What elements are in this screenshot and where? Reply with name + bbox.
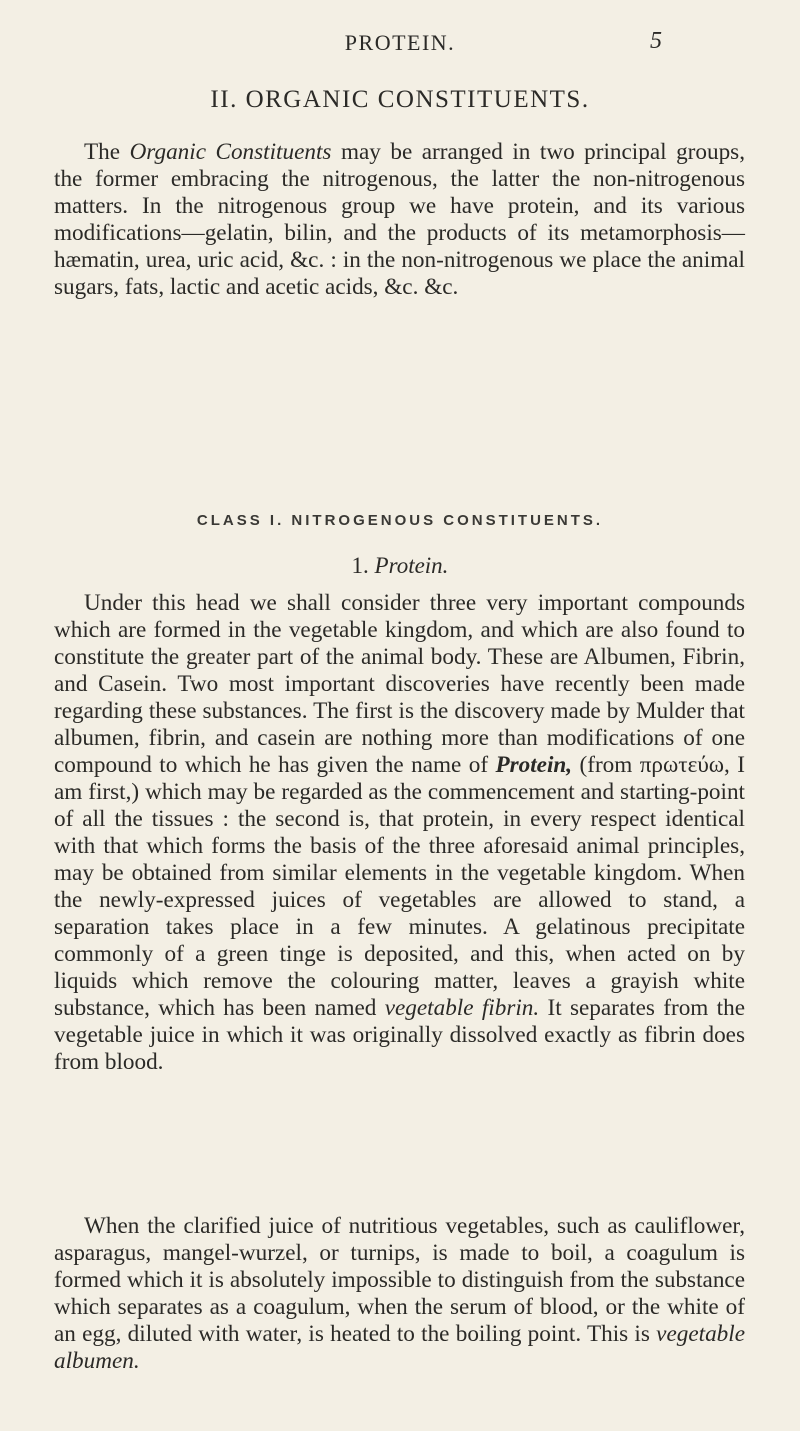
paragraph-organic-constituents xyxy=(54,139,745,301)
italic-term: vegetable albumen. xyxy=(54,1321,745,1374)
text-run: The xyxy=(84,139,130,165)
text-run: (from πρωτεύω, I am first,) which may be regarded as the commencement and starting-point of all the tissues : the second is, that protein, in every respect identical with that which forms the basis of the three aforesaid animal principles, may be obtained from similar elements in the vegetable kingdom. When the newly-expressed juices of vegetables are allowed to stand, a separation takes place in a few minutes. A gelatinous precipitate commonly of a green tinge is deposited, and this, when acted on by liquids which remove the colouring matter, leaves a grayish white substance, which has been named xyxy=(54,752,745,1021)
text-run: When the clarified juice of nutritious vegetables, such as cauliflower, asparagus, mangel-wurzel, or turnips, is made to boil, a coagulum is formed which it is absolutely impossible to distinguish from the substance which separates as a coagulum, when the serum of blood, or the white of an egg, diluted with water, is heated to the boiling point. This is xyxy=(54,1213,745,1347)
section-title: II. ORGANIC CONSTITUENTS. xyxy=(210,86,590,113)
italic-term: vegetable fibrin. xyxy=(384,995,540,1021)
page-number: 5 xyxy=(650,28,662,54)
subheading-protein xyxy=(0,553,800,579)
text-run: It separates from the vegetable juice in which it was originally dissolved exactly as fibrin does from blood. xyxy=(54,995,745,1075)
bold-italic-term: Protein, xyxy=(495,752,573,778)
subheading-number: 1. xyxy=(351,553,375,578)
text-run: may be arranged in two principal groups, the former embracing the nitrogenous, the latter the non-nitrogenous matters. In the nitrogenous group we have protein, and its various modifications—gelatin, bilin, and the products of its metamorphosis—hæmatin, urea, uric acid, &c. : in the non-nitrogenous we place the animal sugars, fats, lactic and acetic acids, &c. &c. xyxy=(54,139,745,300)
paragraph-vegetable-albumen xyxy=(54,1213,745,1375)
text-run: Under this head we shall consider three very important compounds which are formed in the vegetable kingdom, and which are also found to constitute the greater part of the animal body. These are Albumen, Fibrin, and Casein. Two most important discoveries have recently been made regarding these substances. The first is the discovery made by Mulder that albumen, fibrin, and casein are nothing more than modifications of one compound to which he has given the name of xyxy=(54,590,745,778)
class-heading: CLASS I. NITROGENOUS CONSTITUENTS. xyxy=(196,512,604,529)
running-title: PROTEIN. xyxy=(344,30,456,55)
italic-term: Organic Constituents xyxy=(129,139,332,165)
running-header xyxy=(0,26,800,56)
subheading-title: Protein. xyxy=(374,553,449,578)
paragraph-protein xyxy=(54,590,745,1076)
bold-term xyxy=(495,752,572,778)
